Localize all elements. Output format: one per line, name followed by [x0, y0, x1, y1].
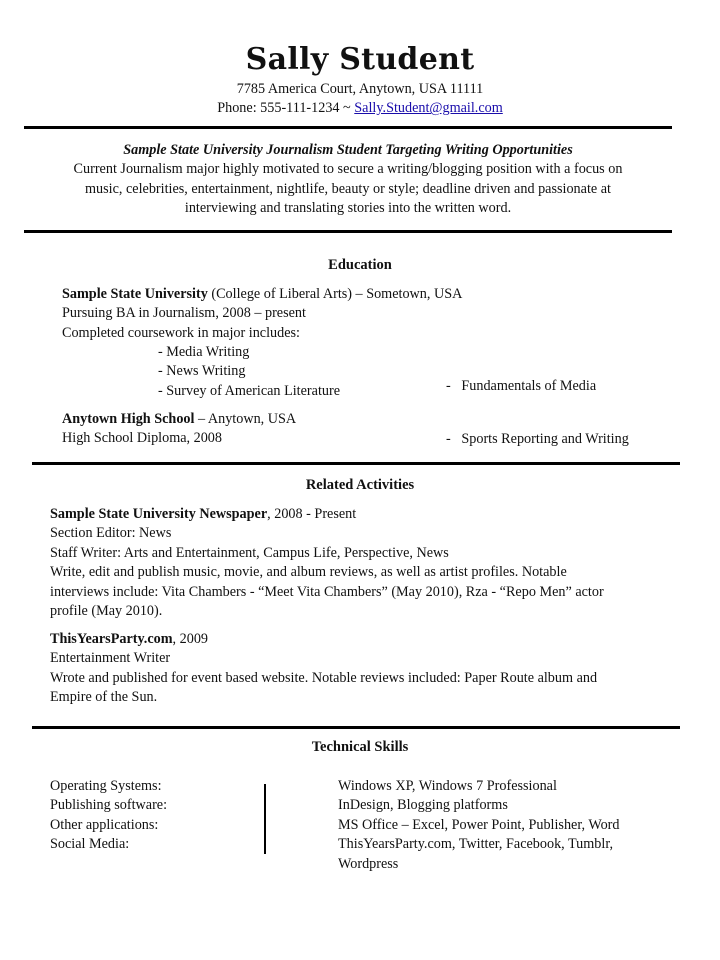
skill-label: Operating Systems:: [50, 778, 162, 794]
skill-value: MS Office – Excel, Power Point, Publisher, Word: [338, 816, 620, 833]
activity-item: [50, 505, 604, 621]
course-item: - Sports Reporting and Writing: [446, 431, 629, 448]
activity-line: Entertainment Writer: [50, 650, 171, 667]
high-school-detail: – Anytown, USA: [194, 411, 297, 427]
coursework-label: Completed coursework in major includes:: [62, 324, 300, 341]
courses-right: [446, 343, 629, 467]
degree: Pursuing BA in Journalism, 2008 – present: [62, 305, 306, 322]
activity-date: , 2009: [172, 631, 209, 647]
course-item: - Fundamentals of Media: [446, 378, 597, 394]
address: 7785 America Court, Anytown, USA 11111: [236, 81, 484, 97]
activity-line: Write, edit and publish music, movie, and album reviews, as well as artist profiles. Notable: [50, 564, 567, 581]
skills-heading: Technical Skills: [311, 739, 409, 755]
skill-value: Wordpress: [338, 855, 399, 872]
activity-date: , 2008 - Present: [267, 506, 357, 522]
university-detail: (College of Liberal Arts) – Sometown, USA: [207, 286, 463, 302]
activity-line: Staff Writer: Arts and Entertainment, Campus Life, Perspective, News: [50, 544, 449, 561]
skills-values: [338, 777, 620, 874]
objective-line: interviewing and translating stories into the written word.: [184, 200, 512, 217]
divider-3: [32, 462, 680, 465]
course-item: - Survey of American Literature: [158, 382, 340, 399]
activity-org: Sample State University Newspaper: [50, 506, 268, 522]
skill-label: Social Media:: [50, 836, 130, 853]
email-link[interactable]: Sally.Student@gmail.com: [354, 100, 503, 117]
skill-value: InDesign, Blogging platforms: [338, 797, 508, 814]
education-university: [62, 285, 462, 343]
activities-heading: Related Activities: [305, 477, 415, 493]
divider-4: [32, 726, 680, 729]
skills-labels: [50, 777, 167, 855]
skill-label: Other applications:: [50, 816, 159, 833]
activity-org: ThisYearsParty.com: [50, 631, 173, 647]
objective-line: music, celebrities, entertainment, nightlife, beauty or style; deadline driven and passionate at: [85, 180, 611, 197]
phone: Phone: 555-111-1234 ~: [217, 100, 355, 117]
candidate-name: Sally Student: [245, 42, 475, 77]
skill-value: Windows XP, Windows 7 Professional: [338, 778, 557, 794]
divider-1: [24, 126, 672, 129]
skills-divider: [264, 784, 266, 854]
activity-item: [50, 630, 597, 708]
objective-section: [24, 141, 672, 219]
activity-line: Section Editor: News: [50, 525, 172, 542]
education-heading: Education: [328, 257, 392, 273]
university-name: Sample State University: [62, 286, 208, 302]
activity-line: interviews include: Vita Chambers - “Meet Vita Chambers” (May 2010), Rza - “Repo Men” actor: [50, 583, 604, 600]
courses-left: [158, 343, 340, 401]
objective-title: Sample State University Journalism Student Targeting Writing Opportunities: [123, 142, 573, 158]
skill-label: Publishing software:: [50, 797, 168, 814]
activity-line: Empire of the Sun.: [50, 689, 158, 706]
skill-value: ThisYearsParty.com, Twitter, Facebook, Tumblr,: [338, 836, 614, 853]
education-high-school: [62, 410, 296, 449]
high-school-name: Anytown High School: [62, 411, 195, 427]
course-item: - News Writing: [158, 363, 246, 380]
divider-2: [24, 230, 672, 233]
course-item: - Media Writing: [158, 344, 250, 360]
activity-line: profile (May 2010).: [50, 603, 163, 620]
diploma: High School Diploma, 2008: [62, 430, 222, 447]
contact-line: [0, 99, 720, 118]
activity-line: Wrote and published for event based website. Notable reviews included: Paper Route album and: [50, 669, 598, 686]
objective-line: Current Journalism major highly motivated to secure a writing/blogging position with a focus on: [73, 161, 623, 178]
resume-header: [0, 40, 720, 119]
